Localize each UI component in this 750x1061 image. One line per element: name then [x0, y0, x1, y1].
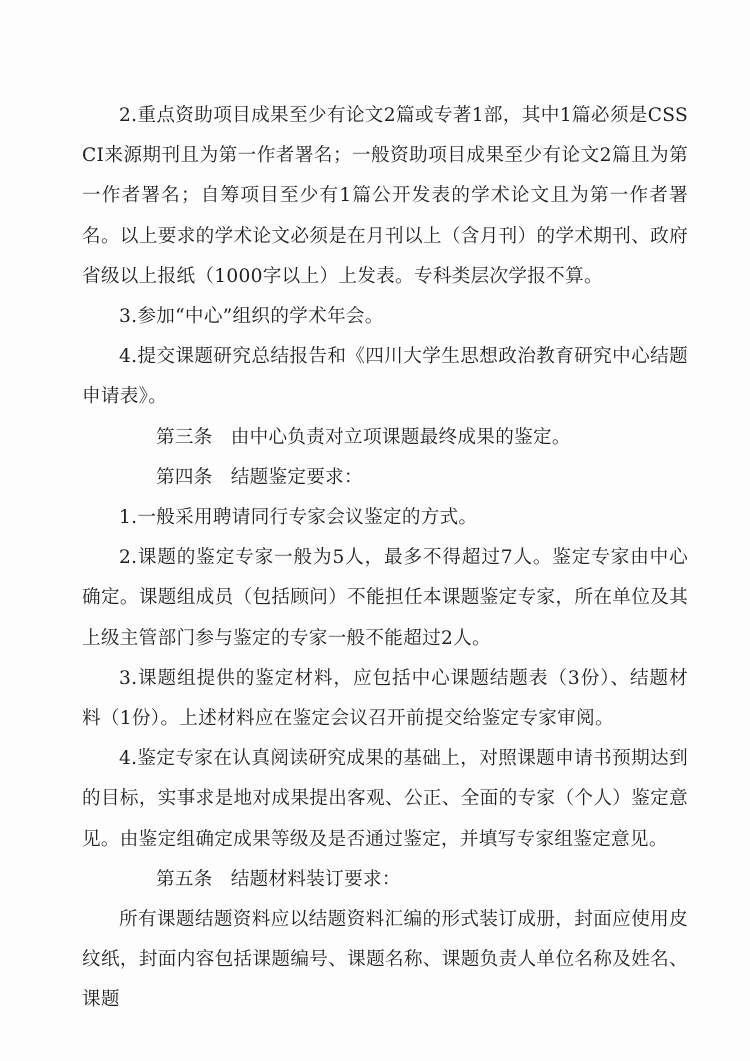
document-body	[82, 96, 688, 1021]
article-4-text: 结题鉴定要求：	[230, 466, 363, 488]
article-4-number: 第四条	[156, 466, 213, 488]
paragraph-review-method: 1.一般采用聘请同行专家会议鉴定的方式。	[119, 507, 478, 529]
paragraph-review-opinions: 4.鉴定专家在认真阅读研究成果的基础上，对照课题申请书预期达到的目标，实事求是地对成果提出客观、公正、全面的专家（个人）鉴定意见。由鉴定组确定成果等级及是否通过鉴定，并填写专家组鉴定意见。	[82, 748, 688, 850]
article-3	[82, 418, 688, 458]
article-3-text: 由中心负责对立项课题最终成果的鉴定。	[230, 426, 571, 448]
paragraph-review-experts: 2.课题的鉴定专家一般为5人，最多不得超过7人。鉴定专家由中心确定。课题组成员（包括顾问）不能担任本课题鉴定专家，所在单位及其上级主管部门参与鉴定的专家一般不能超过2人。	[82, 547, 688, 649]
paragraph-item-4-final-report: 4.提交课题研究总结报告和《四川大学生思想政治教育研究中心结题申请表》。	[82, 346, 688, 408]
article-5-text: 结题材料装订要求：	[230, 868, 401, 890]
paragraph-binding-requirements: 所有课题结题资料应以结题资料汇编的形式装订成册，封面应使用皮纹纸，封面内容包括课题编号、课题名称、课题负责人单位名称及姓名、课题	[82, 909, 688, 1011]
article-5	[82, 860, 688, 900]
paragraph-item-2-results: 2.重点资助项目成果至少有论文2篇或专著1部，其中1篇必须是CSSCI来源期刊且为第一作者署名；一般资助项目成果至少有论文2篇且为第一作者署名；自筹项目至少有1篇公开发表的学术论文且为第一作者署名。以上要求的学术论文必须是在月刊以上（含月刊）的学术期刊、政府省级以上报纸（1000字以上）上发表。专科类层次学报不算。	[82, 105, 688, 287]
article-4	[82, 458, 688, 498]
paragraph-item-3-annual-meeting: 3.参加“中心”组织的学术年会。	[119, 306, 384, 328]
paragraph-review-materials: 3.课题组提供的鉴定材料，应包括中心课题结题表（3份）、结题材料（1份）。上述材料应在鉴定会议召开前提交给鉴定专家审阅。	[82, 667, 688, 730]
article-5-number: 第五条	[156, 868, 213, 890]
article-3-number: 第三条	[156, 426, 213, 448]
